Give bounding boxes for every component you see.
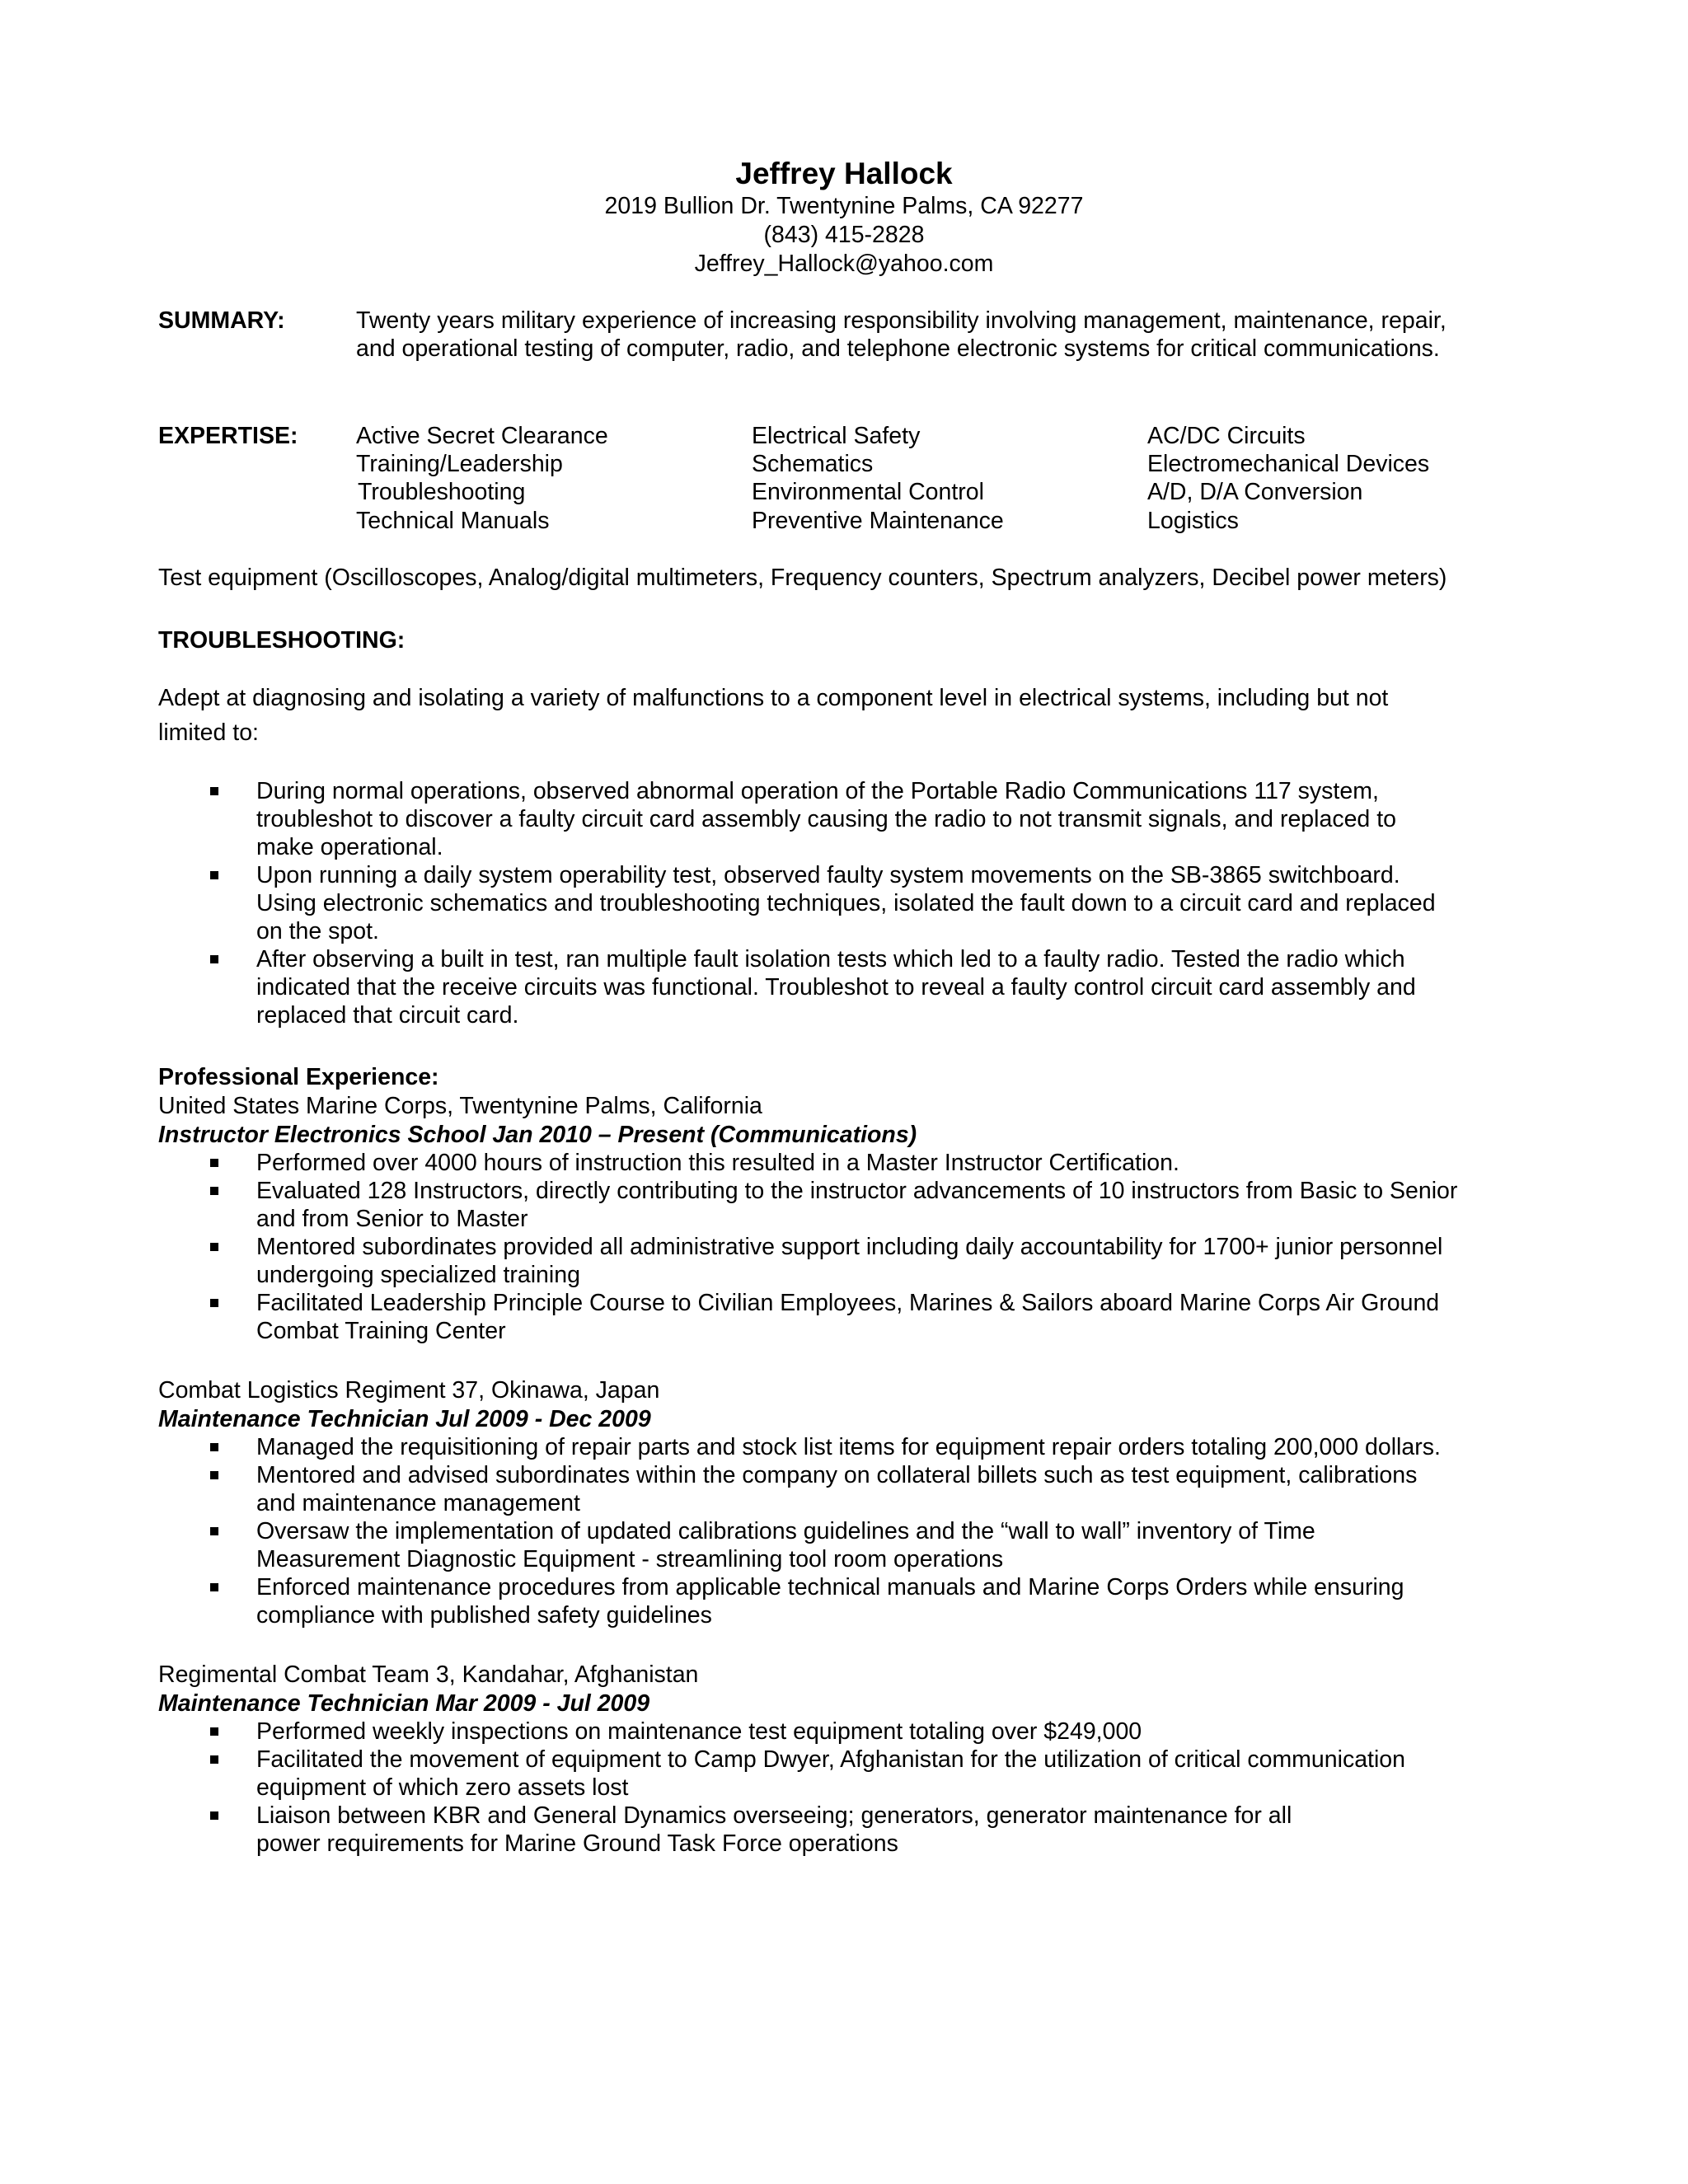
bullet-marker: [210, 955, 218, 963]
bullet-text: Oversaw the implementation of updated calibrations guidelines and the “wall to wall” inventory of Time: [256, 1518, 1315, 1544]
list-item: [158, 777, 1436, 861]
bullet-marker: [210, 1755, 218, 1764]
bullet-text: undergoing specialized training: [256, 1262, 580, 1288]
job-title: Instructor Electronics School Jan 2010 – Present (Communications): [158, 1122, 917, 1148]
expertise-item: Training/Leadership: [356, 451, 563, 477]
expertise-item: Technical Manuals: [356, 508, 550, 534]
bullet-text: make operational.: [256, 834, 443, 860]
job-bullet-list: [158, 1433, 1441, 1629]
list-item: [158, 861, 1436, 945]
bullet-text: troubleshot to discover a faulty circuit card assembly causing the radio to not transmit signals, and replaced to: [256, 806, 1396, 832]
bullet-text: on the spot.: [256, 918, 379, 944]
bullet-text: equipment of which zero assets lost: [256, 1774, 629, 1801]
bullet-text: Managed the requisitioning of repair parts and stock list items for equipment repair orders totaling 200,000 dollars.: [256, 1434, 1441, 1460]
job-title: Maintenance Technician Mar 2009 - Jul 2009: [158, 1690, 650, 1717]
email-line: Jeffrey_Hallock@yahoo.com: [694, 251, 994, 277]
job-bullet-list: [158, 1718, 1405, 1858]
troubleshooting-intro-line-1: Adept at diagnosing and isolating a variety of malfunctions to a component level in electrical systems, including but not: [158, 685, 1389, 711]
bullet-text: and from Senior to Master: [256, 1206, 528, 1232]
list-item: [158, 1802, 1405, 1858]
job-bullet-list: [158, 1149, 1457, 1345]
list-item: [158, 1461, 1441, 1517]
expertise-item: AC/DC Circuits: [1147, 423, 1306, 449]
bullet-text: and maintenance management: [256, 1490, 580, 1516]
bullet-text: Performed weekly inspections on maintenance test equipment totaling over $249,000: [256, 1718, 1142, 1745]
bullet-text: Evaluated 128 Instructors, directly contributing to the instructor advancements of 10 instructors from Basic to Senior: [256, 1178, 1458, 1204]
summary-line-1: Twenty years military experience of increasing responsibility involving management, maintenance, repair,: [356, 307, 1447, 334]
bullet-text: Mentored subordinates provided all administrative support including daily accountability for 1700+ junior personnel: [256, 1234, 1443, 1260]
bullet-marker: [210, 1811, 218, 1820]
troubleshooting-intro-line-2: limited to:: [158, 719, 259, 746]
bullet-text: Combat Training Center: [256, 1318, 506, 1344]
troubleshooting-heading: TROUBLESHOOTING:: [158, 627, 406, 654]
bullet-marker: [210, 1159, 218, 1167]
bullet-marker: [210, 871, 218, 879]
bullet-text: Measurement Diagnostic Equipment - streamlining tool room operations: [256, 1546, 1004, 1572]
phone-line: (843) 415-2828: [763, 222, 925, 248]
job-organization: Combat Logistics Regiment 37, Okinawa, Japan: [158, 1377, 660, 1404]
candidate-name: Jeffrey Hallock: [735, 157, 953, 190]
list-item: [158, 1433, 1441, 1461]
bullet-marker: [210, 1527, 218, 1535]
list-item: [158, 1517, 1441, 1573]
expertise-item: Schematics: [752, 451, 874, 477]
expertise-item: Active Secret Clearance: [356, 423, 608, 449]
bullet-text: Upon running a daily system operability test, observed faulty system movements on the SB-3865 switchboard.: [256, 862, 1400, 888]
bullet-text: Facilitated the movement of equipment to Camp Dwyer, Afghanistan for the utilization of critical communication: [256, 1746, 1406, 1773]
bullet-marker: [210, 1187, 218, 1195]
expertise-label: EXPERTISE:: [158, 423, 298, 449]
expertise-item: A/D, D/A Conversion: [1147, 479, 1363, 505]
expertise-item: Electromechanical Devices: [1147, 451, 1430, 477]
bullet-text: Liaison between KBR and General Dynamics overseeing; generators, generator maintenance for all: [256, 1802, 1292, 1829]
bullet-marker: [210, 1583, 218, 1591]
job-organization: Regimental Combat Team 3, Kandahar, Afghanistan: [158, 1661, 699, 1688]
bullet-text: indicated that the receive circuits was functional. Troubleshot to reveal a faulty control circuit card assembly and: [256, 974, 1416, 1001]
bullet-text: replaced that circuit card.: [256, 1002, 519, 1029]
bullet-marker: [210, 1443, 218, 1451]
test-equipment-line: Test equipment (Oscilloscopes, Analog/digital multimeters, Frequency counters, Spectrum analyzers, Decibel power meters): [158, 565, 1447, 591]
list-item: [158, 1718, 1405, 1746]
job-title: Maintenance Technician Jul 2009 - Dec 2009: [158, 1406, 651, 1432]
job-organization: United States Marine Corps, Twentynine Palms, California: [158, 1093, 762, 1119]
bullet-text: During normal operations, observed abnormal operation of the Portable Radio Communications 117 system,: [256, 778, 1379, 804]
troubleshooting-bullet-list: [158, 777, 1436, 1029]
bullet-text: Mentored and advised subordinates within the company on collateral billets such as test equipment, calibrations: [256, 1462, 1418, 1488]
expertise-item: Environmental Control: [752, 479, 984, 505]
summary-label: SUMMARY:: [158, 307, 285, 334]
summary-line-2: and operational testing of computer, radio, and telephone electronic systems for critical communications.: [356, 335, 1440, 362]
bullet-text: power requirements for Marine Ground Task Force operations: [256, 1830, 898, 1857]
bullet-text: Enforced maintenance procedures from applicable technical manuals and Marine Corps Orders while ensuring: [256, 1574, 1404, 1601]
list-item: [158, 1746, 1405, 1802]
bullet-text: Facilitated Leadership Principle Course to Civilian Employees, Marines & Sailors aboard Marine Corps Air Ground: [256, 1290, 1440, 1316]
bullet-marker: [210, 1471, 218, 1479]
address-line: 2019 Bullion Dr. Twentynine Palms, CA 92277: [604, 193, 1084, 219]
bullet-marker: [210, 1727, 218, 1736]
expertise-item: Logistics: [1147, 508, 1239, 534]
list-item: [158, 1177, 1457, 1233]
experience-heading: Professional Experience:: [158, 1064, 439, 1090]
bullet-text: Performed over 4000 hours of instruction this resulted in a Master Instructor Certification.: [256, 1150, 1179, 1176]
bullet-text: Using electronic schematics and troubleshooting techniques, isolated the fault down to a circuit card and replaced: [256, 890, 1436, 916]
list-item: [158, 1573, 1441, 1629]
expertise-item: Preventive Maintenance: [752, 508, 1004, 534]
bullet-text: compliance with published safety guidelines: [256, 1602, 712, 1629]
list-item: [158, 1289, 1457, 1345]
expertise-item: Troubleshooting: [358, 479, 526, 505]
bullet-marker: [210, 1243, 218, 1251]
bullet-marker: [210, 1299, 218, 1307]
expertise-item: Electrical Safety: [752, 423, 921, 449]
list-item: [158, 945, 1436, 1029]
bullet-marker: [210, 787, 218, 795]
bullet-text: After observing a built in test, ran multiple fault isolation tests which led to a faulty radio. Tested the radio which: [256, 946, 1405, 972]
list-item: [158, 1233, 1457, 1289]
list-item: [158, 1149, 1457, 1177]
